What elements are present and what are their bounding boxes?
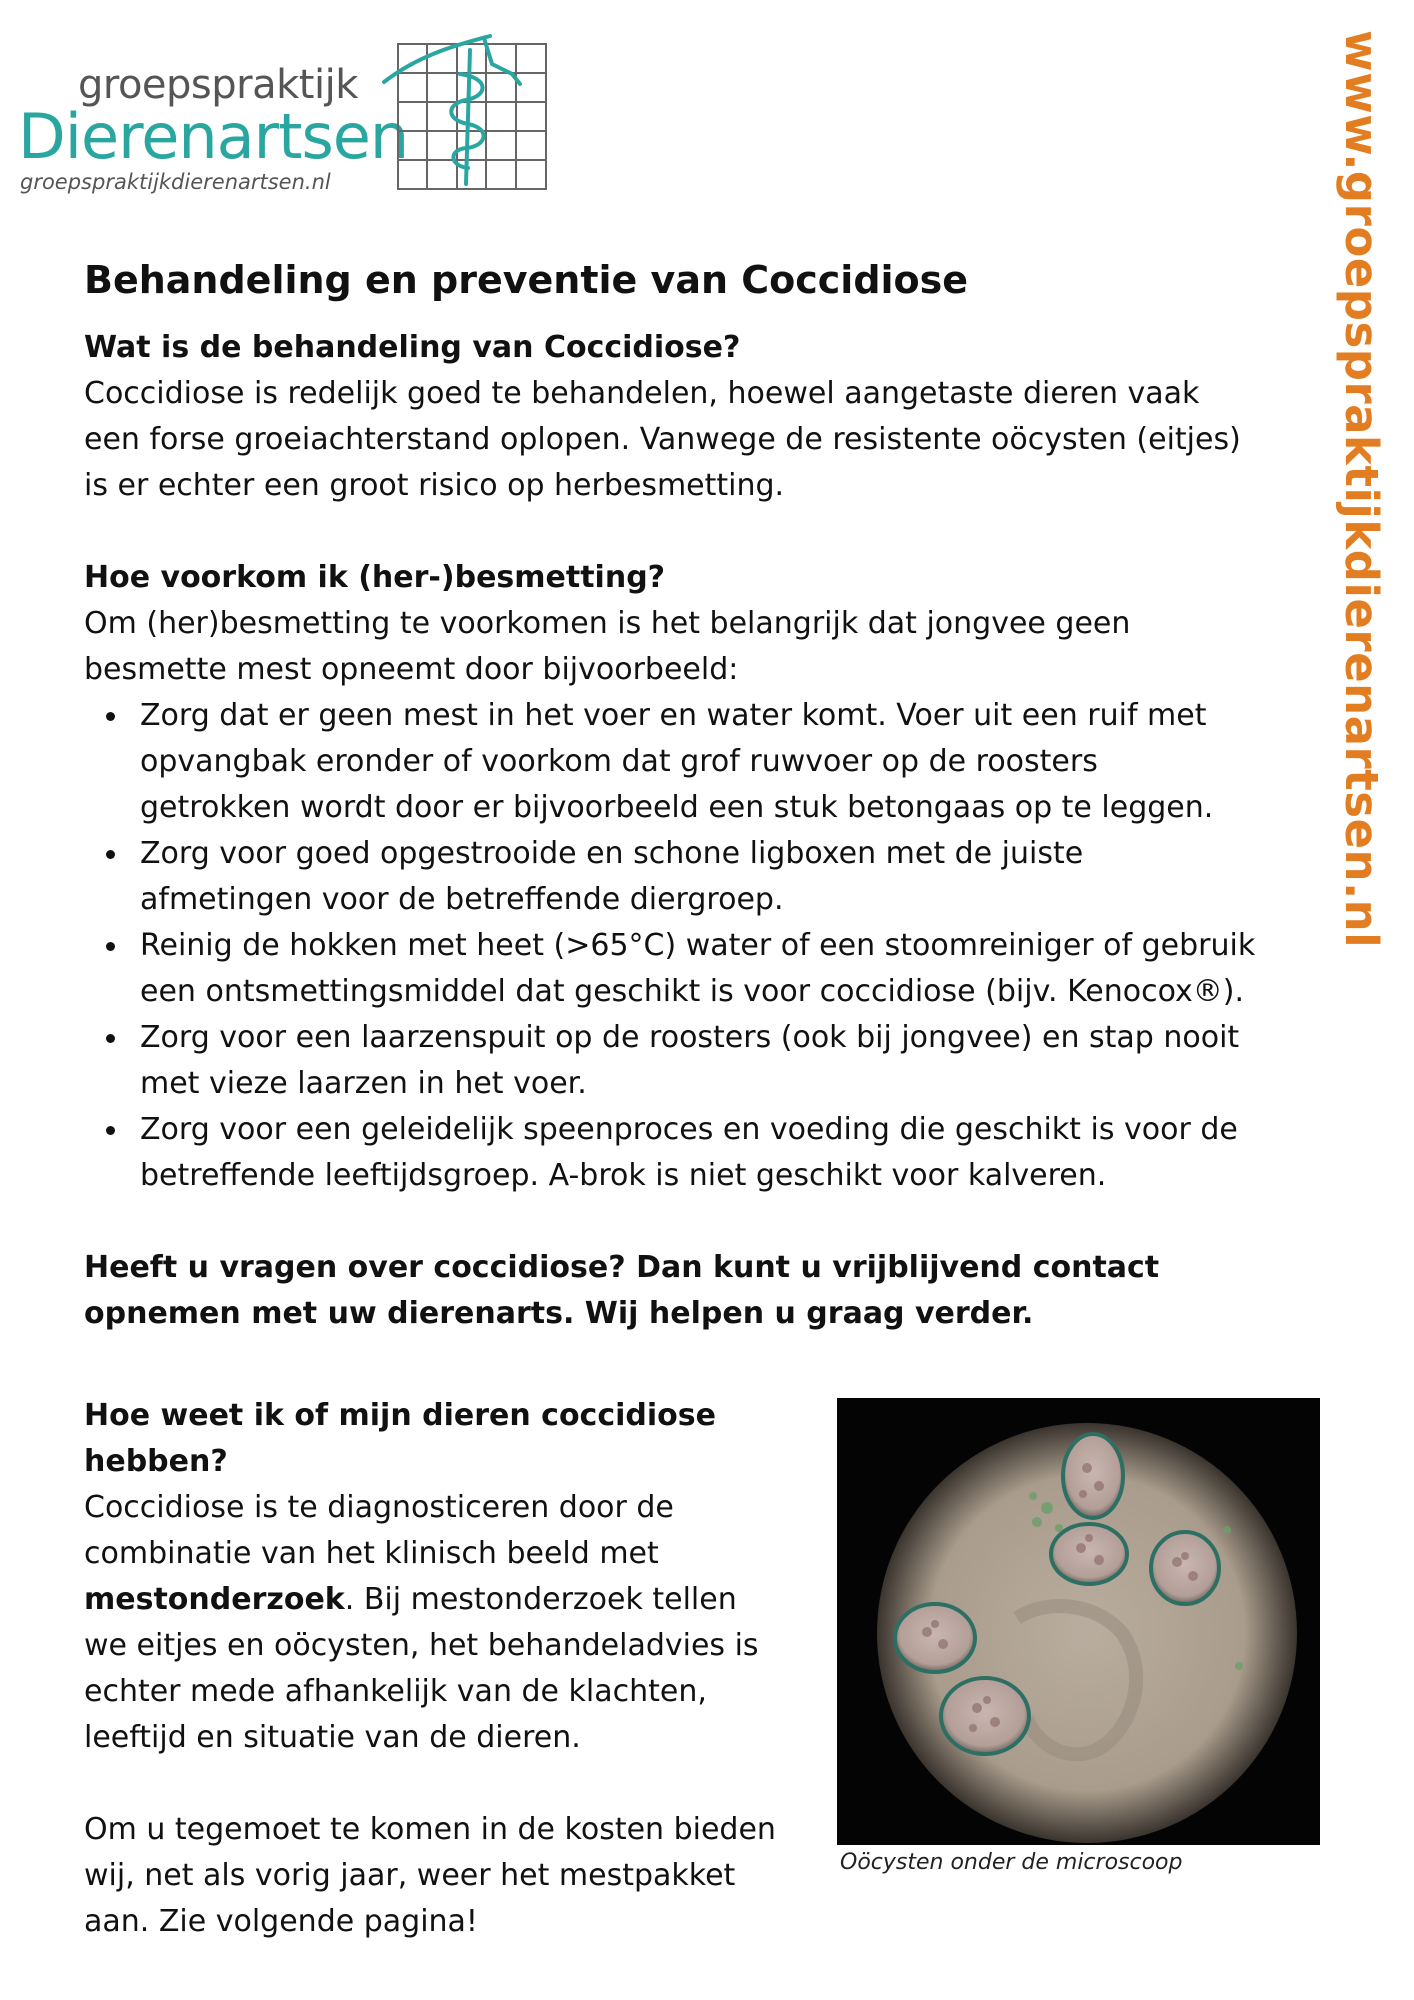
paragraph-line: we eitjes en oöcysten, het behandeladvies is	[84, 1628, 759, 1663]
paragraph-line: echter mede afhankelijk van de klachten,	[84, 1674, 707, 1709]
list-item-line: betreffende leeftijdsgroep. A-brok is niet geschikt voor kalveren.	[140, 1158, 1107, 1193]
paragraph-line-rest: . Bij mestonderzoek tellen	[344, 1582, 737, 1617]
logo	[18, 32, 538, 207]
list-item	[84, 923, 1324, 1015]
paragraph-line	[84, 1577, 804, 1623]
list-item	[84, 1107, 1324, 1199]
list-item	[84, 831, 1324, 923]
list-item-line: met vieze laarzen in het voer.	[140, 1066, 587, 1101]
logo-url: groepspraktijkdierenartsen.nl	[20, 170, 331, 194]
paragraph-line: Coccidiose is te diagnosticeren door de	[84, 1490, 674, 1525]
list-item-line: getrokken wordt door er bijvoorbeeld een stuk betongaas op te leggen.	[140, 790, 1214, 825]
list-item-line: afmetingen voor de betreffende diergroep.	[140, 882, 784, 917]
section-heading-diagnosis: hebben?	[84, 1444, 228, 1479]
section-heading-treatment: Wat is de behandeling van Coccidiose?	[84, 330, 741, 365]
paragraph-line: combinatie van het klinisch beeld met	[84, 1536, 659, 1571]
oocyst-illustration	[837, 1398, 1320, 1845]
paragraph-line: Coccidiose is redelijk goed te behandelen, hoewel aangetaste dieren vaak	[84, 376, 1200, 411]
logo-grid-icon	[380, 34, 550, 196]
paragraph-line: Om (her)besmetting te voorkomen is het belangrijk dat jongvee geen	[84, 606, 1131, 641]
list-item-line: Zorg voor een laarzenspuit op de roosters (ook bij jongvee) en stap nooit	[140, 1020, 1240, 1055]
list-item-line: Zorg voor een geleidelijk speenproces en voeding die geschikt is voor de	[140, 1112, 1238, 1147]
list-item-line: Zorg voor goed opgestrooide en schone ligboxen met de juiste	[140, 836, 1084, 871]
paragraph-line: besmette mest opneemt door bijvoorbeeld:	[84, 652, 739, 687]
page-title: Behandeling en preventie van Coccidiose	[84, 258, 969, 302]
side-website-url[interactable]: www.groepspraktijkdierenartsen.nl	[1335, 30, 1388, 949]
photo-caption: Oöcysten onder de microscoop	[840, 1850, 1183, 1875]
paragraph-line: leeftijd en situatie van de dieren.	[84, 1720, 581, 1755]
section-heading-prevention: Hoe voorkom ik (her-)besmetting?	[84, 560, 666, 595]
paragraph-line: Om u tegemoet te komen in de kosten bieden	[84, 1812, 776, 1847]
logo-line1: groepspraktijk	[78, 62, 358, 108]
paragraph-line: is er echter een groot risico op herbesmetting.	[84, 468, 785, 503]
list-item-line: Zorg dat er geen mest in het voer en water komt. Voer uit een ruif met	[140, 698, 1207, 733]
paragraph-line: wij, net als vorig jaar, weer het mestpakket	[84, 1858, 736, 1893]
list-item	[84, 693, 1324, 831]
list-item	[84, 1015, 1324, 1107]
prevention-list	[84, 693, 1324, 1199]
list-item-line: een ontsmettingsmiddel dat geschikt is voor coccidiose (bijv. Kenocox®).	[140, 974, 1244, 1009]
microscope-photo	[837, 1398, 1320, 1845]
list-item-line: opvangbak eronder of voorkom dat grof ruwvoer op de roosters	[140, 744, 1098, 779]
article-body	[84, 325, 1324, 1337]
paragraph-line: aan. Zie volgende pagina!	[84, 1904, 478, 1939]
emphasis-mestonderzoek: mestonderzoek	[84, 1582, 345, 1617]
contact-line: opnemen met uw dierenarts. Wij helpen u graag verder.	[84, 1296, 1034, 1331]
list-item-line: Reinig de hokken met heet (>65°C) water of een stoomreiniger of gebruik	[140, 928, 1256, 963]
logo-line2: Dierenartsen	[18, 100, 409, 173]
paragraph-line: een forse groeiachterstand oplopen. Vanwege de resistente oöcysten (eitjes)	[84, 422, 1241, 457]
section-heading-diagnosis: Hoe weet ik of mijn dieren coccidiose	[84, 1398, 716, 1433]
contact-line: Heeft u vragen over coccidiose? Dan kunt u vrijblijvend contact	[84, 1250, 1160, 1285]
diagnosis-section	[84, 1393, 804, 1945]
